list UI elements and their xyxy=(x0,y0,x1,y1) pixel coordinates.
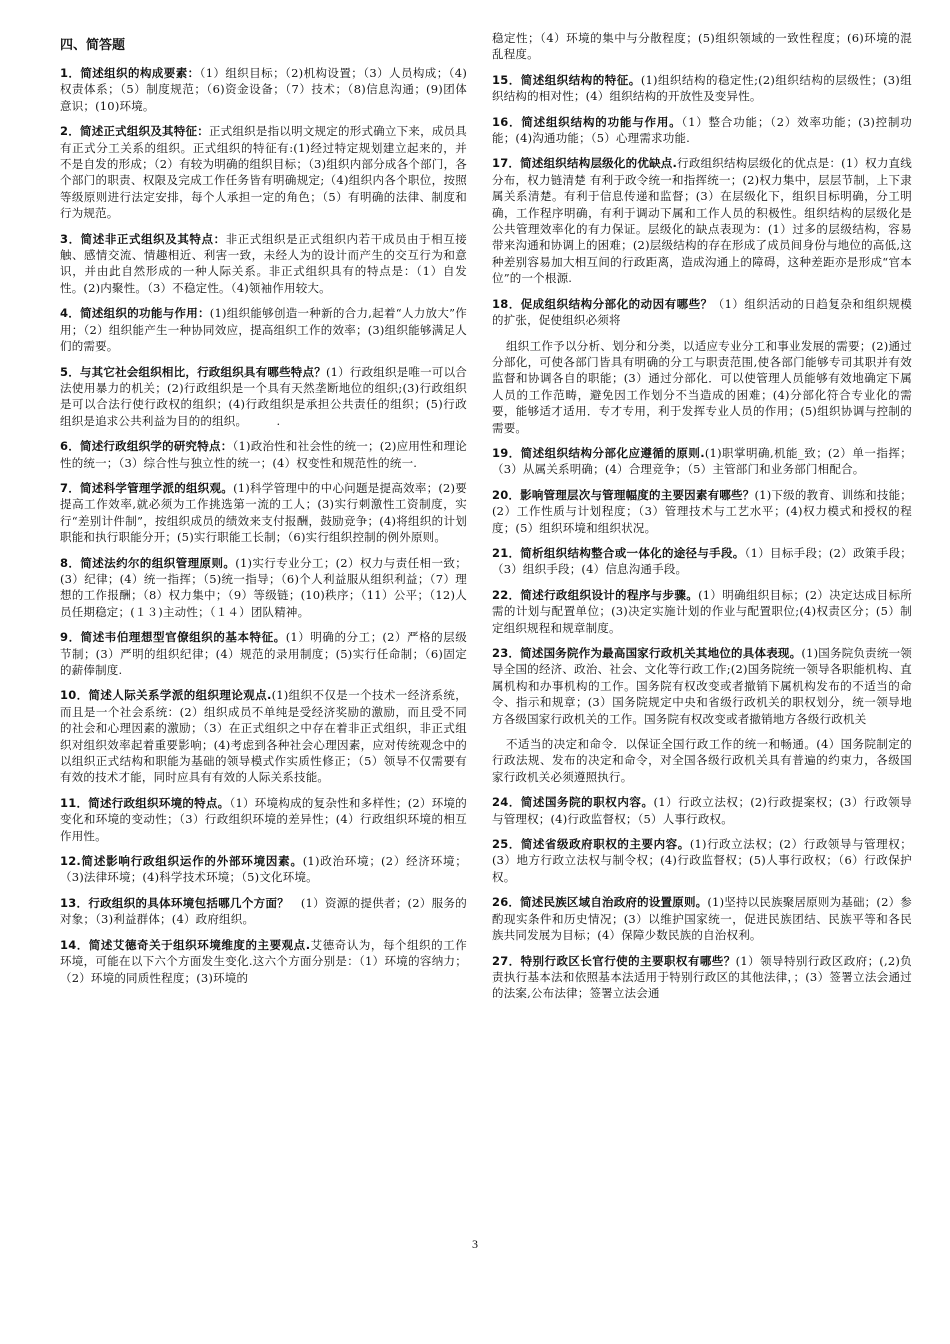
qa-item xyxy=(60,937,467,986)
qa-item xyxy=(492,736,912,785)
answer-text: 不适当的决定和命令．以保证全国行政工作的统一和畅通。(4）国务院制定的行政法规、发布的决定和命令，对全国各级行政机关具有普遍的约束力，各级国家行政机关必须遵照执行。 xyxy=(492,737,912,784)
answer-text: (1)职掌明确,机能_致；(2）单一指挥；（3）从属关系明确；(4）合理竞争；（5）主管部门和业务部门相配合。 xyxy=(492,445,912,477)
answer-text: (1)科学管理中的中心问题是提高效率；(2)要提高工作效率,就必须为工作挑选第一流的工人；(3)实行刺激性工资制度，实行“差别计件制”，按组织成员的绩效来支付报酬，鼓励竞争；(4)将组织的计划职能和执行职能分开；(5)实行职能工长制；（6)实行组织控制的例外原则。 xyxy=(60,480,467,545)
answer-text: (1）行政立法权；(2)行政提案权；(3）行政领导与管理权；(4)行政监督权；（5）人事行政权。 xyxy=(492,795,912,826)
answer-text: (1)行政立法权；(2）行政领导与管理权；(3）地方行政立法权与制令权；(4)行政监督权；(5)人事行政权；（6）行政保护权。 xyxy=(492,837,913,884)
left-column xyxy=(60,30,467,995)
question-heading: 2．简述正式组织及其特征： xyxy=(60,124,209,139)
qa-item xyxy=(60,795,467,844)
qa-item xyxy=(492,545,912,578)
answer-text: (1）领导特别行政区政府；(,2)负责执行基本法和依照基本法适用于特别行政区的其他法律，；(3）签署立法会通过的法案,公布法律；签署立法会通 xyxy=(492,953,912,1001)
qa-item xyxy=(492,338,912,436)
qa-item xyxy=(60,231,467,297)
qa-item xyxy=(60,853,467,886)
question-heading: 27．特别行政区长官行使的主要职权有哪些？ xyxy=(492,953,736,968)
qa-item xyxy=(60,123,467,221)
qa-item xyxy=(492,30,912,63)
question-heading: 1．简述组织的构成要素： xyxy=(60,66,200,80)
qa-item xyxy=(492,155,912,286)
question-heading: 26．简述民族区域自治政府的设置原则。 xyxy=(492,895,708,910)
question-heading: 13．行政组织的具体环境包括哪几个方面？ xyxy=(60,895,290,910)
qa-item xyxy=(60,305,467,354)
qa-item xyxy=(60,480,467,546)
answer-text: (1)组织不仅是一个技术一经济系统，而且是一个社会系统：(2）组织成员不单纯是受经济奖励的激励，而且受不同的社会和心理因素的激励；（3）在正式组织之中存在着非正式组织，非正式组织对组织效率起着重要影响；(4)考虑到各种社会心理因素，应对传统观念中的以组织正式结构和职能为基础的领导模式作实质性修正；（5）领导不仅需要有有效的技术才能，同时应具有有效的人际关系技能。 xyxy=(60,688,467,785)
qa-item xyxy=(492,72,912,105)
answer-text: （1）组织目标；（2)机构设置；（3）人员构成；（4)权责体系；（5）制度规范；（6)资金设备；（7）技术；（8)信息沟通；(9)团体意识；(10)环境。 xyxy=(60,66,468,113)
answer-text: (1)政治环境；(2）经济环境；（3)法律环境；(4)科学技术环境；（5)文化环境。 xyxy=(60,854,467,885)
question-heading: 16．简述组织结构的功能与作用。 xyxy=(492,114,682,129)
answer-text: （1)政治性和社会性的统一；(2)应用性和理论性的统一；（3）综合性与独立性的统一；(4）权变性和规范性的统一. xyxy=(60,439,467,470)
answer-text: （1）整合功能；（2）效率功能；(3)控制功能；(4)沟通功能；（5）心理需求功能. xyxy=(492,114,913,146)
question-heading: 14．简述艾德奇关于组织环境维度的主要观点. xyxy=(60,937,311,952)
question-heading: 12.简述影响行政组织运作的外部环境因素。 xyxy=(60,854,303,869)
question-heading: 6．简述行政组织学的研究特点： xyxy=(60,439,233,454)
question-heading: 11．简述行政组织环境的特点。 xyxy=(60,795,230,810)
section-title: 四、简答题 xyxy=(60,38,126,53)
answer-text: (1)坚持以民族聚居原则为基础；(2）参酌现实条件和历史情况；(3）以维护国家统一，促进民族团结、民族平等和各民族共同发展为目标；(4）保障少数民族的自治权利。 xyxy=(492,895,912,943)
question-heading: 9．简述韦伯理想型官僚组织的基本特征。 xyxy=(60,630,286,645)
qa-item xyxy=(60,895,467,928)
answer-text: (1）明确组织目标；(2）决定达成目标所需的计划与配置单位；(3)决定实施计划的作业与配置职位;(4)权责区分；(5）制定组织规程和规章制度。 xyxy=(492,587,913,635)
question-heading: 17．简述组织结构层级化的优缺点. xyxy=(492,156,678,171)
answer-text: 行政组织结构层级化的优点是：(1）权力直线分布，权力链清楚 有利于政令统一和指挥统一；(2)权力集中，层层节制，上下隶属关系清楚。有利于信息传递和监督；(3）在层级化下，组织目标明确，分工明确，工作程序明确，有利于调动下属和工作人员的积极性。组织结构的层级化是公共管理效率化的有力保证。层级化的缺点表现为：(1）过多的层级结构，容易带来沟通和协调上的困难；(2)层级结构的存在形成了成员间身份与地位的高低,这种差别容易加大相互间的行政距离，造成沟通上的障碍，这种差距亦是形成“官本位”的一个根源. xyxy=(492,156,912,286)
question-heading: 3．简述非正式组织及其特点： xyxy=(60,231,226,246)
answer-text: 正式组织是指以明文规定的形式确立下来，成员具有正式分工关系的组织。正式组织的特征有:(1)经过特定规划建立起来的，并不是自发的形成；（2）有较为明确的组织目标；（3)组织内部分成各个部门，各个部门的职责、权限及完成工作任务皆有明确规定;（4)组织内各个职位，按照等级原则进行法定安排，每个人承担一定的角色；（5）有明确的法律、制度和行为规范。 xyxy=(60,124,467,221)
question-heading: 21．简析组织结构整合或一体化的途径与手段。 xyxy=(492,545,745,560)
question-heading: 24．简述国务院的职权内容。 xyxy=(492,795,654,810)
qa-item xyxy=(492,114,912,147)
answer-text: (1)组织结构的稳定性;(2)组织结构的层级性；(3)组织结构的相对性；(4）组织结构的开放性及变异性。 xyxy=(492,72,913,104)
answer-text: 非正式组织是正式组织内若干成员由于相互接触、感情交流、情趣相近、利害一致，未经人为的设计而产生的交互行为和意识，并由此自然形成的一种人际关系。非正式组织具有的特点是：（1）自发性。(2)内聚性。（3）不稳定性。（4)领袖作用较大。 xyxy=(60,231,467,295)
qa-item xyxy=(492,296,912,329)
answer-text: 稳定性；（4）环境的集中与分散程度；(5)组织领域的一致性程度；(6)环境的混乱程度。 xyxy=(492,31,912,62)
right-paragraphs xyxy=(492,30,912,1002)
question-heading: 4．简述组织的功能与作用： xyxy=(60,306,210,321)
qa-item xyxy=(492,836,912,885)
answer-text: (1）行政组织是唯一可以合法使用暴力的机关；(2)行政组织是一个具有天然垄断地位的组织;(3)行政组织是可以合法行使行政权的组织；(4)行政组织是承担公共责任的组织；(5)行政组织是追求公共利益为目的的组织。 . xyxy=(60,364,467,428)
left-paragraphs xyxy=(60,65,467,986)
answer-text: （1）环境构成的复杂性和多样性；(2）环境的变化和环境的变动性；（3）行政组织环境的差异性；(4）行政组织环境的相互作用性。 xyxy=(60,795,467,843)
page-number: 3 xyxy=(472,1237,478,1251)
question-heading: 10．简述人际关系学派的组织理论观点. xyxy=(60,688,272,703)
question-heading: 23．简述国务院作为最高国家行政机关其地位的具体表现。 xyxy=(492,646,802,660)
qa-item xyxy=(492,953,912,1002)
qa-item xyxy=(60,629,467,678)
answer-text: (1）资源的提供者；(2）服务的对象；（3)利益群体；(4）政府组织。 xyxy=(60,895,467,927)
qa-item xyxy=(60,687,467,785)
answer-text: (1)下级的教育、训练和技能；(2）工作性质与计划程度；（3）管理技术与工艺水平；(4)权力模式和授权的程度；(5）组织环境和组织状况。 xyxy=(492,487,912,535)
qa-item xyxy=(492,894,912,943)
answer-text: (1)国务院负责统一领导全国的经济、政治、社会、文化等行政工作;(2)国务院统一领导各职能机构、直属机构和办事机构的工作。国务院有权改变或者撤销下属机构发布的不适当的命令、指示和规章；(3）国务院规定中央和省级行政机关的职权划分，统一领导地方各级国家行政机关的工作。国务院有权改变或者撤销地方各级行政机关 xyxy=(492,646,912,726)
qa-item xyxy=(60,555,467,621)
question-heading: 19．简述组织结构分部化应遵循的原则. xyxy=(492,445,705,460)
question-heading: 7．简述科学管理学派的组织观。 xyxy=(60,480,234,495)
answer-text: （1）目标手段；(2）政策手段；（3）组织手段；(4）信息沟通手段。 xyxy=(492,545,912,577)
answer-text: (1)实行专业分工；(2）权力与责任相一致；(3）纪律；(4）统一指挥；（5)统一指导；（6)个人利益服从组织利益；（7）理想的工作报酬；（8）权力集中；（9）等级链；(10)秩序；（11）公平；（12)人员任期稳定；(１３)主动性；（１４）团队精神。 xyxy=(60,555,467,619)
qa-item xyxy=(492,794,912,827)
question-heading: 15．简述组织结构的特征。 xyxy=(492,72,641,87)
right-column xyxy=(492,30,912,1011)
qa-item xyxy=(492,487,912,536)
answer-text: （1）组织活动的日趋复杂和组织规模的扩张，促使组织必须将 xyxy=(492,296,912,328)
answer-text: (1）明确的分工；(2）严格的层级节制；(3）严明的组织纪律；(4）规范的录用制度；(5)实行任命制；（6)固定的薪俸制度. xyxy=(60,630,467,677)
question-heading: 18．促成组织结构分部化的动因有哪些？ xyxy=(492,296,713,311)
qa-item xyxy=(60,364,467,430)
answer-text: 组织工作予以分析、划分和分类，以适应专业分工和事业发展的需要；(2)通过分部化，可使各部门皆具有明确的分工与职责范围,使各部门能够专司其职并有效监督和协调各自的职能；(3）通过分部化．可以使管理人员能够有效地确定下属人员的工作范畴，避免因工作划分不当造成的困难；(4)分部化符合专业化的需要，能够适才适用．专才专用，利于发挥专业人员的作用；(5)组织协调与控制的需要。 xyxy=(492,338,912,435)
qa-item xyxy=(492,587,912,636)
qa-item xyxy=(60,438,467,471)
question-heading: 25．简述省级政府职权的主要内容。 xyxy=(492,837,690,852)
qa-item xyxy=(60,65,467,114)
question-heading: 5．与其它社会组织相比，行政组织具有哪些特点？ xyxy=(60,364,326,379)
answer-text: 艾德奇认为，每个组织的工作环境，可能在以下六个方面发生变化.这六个方面分别是：（1）环境的容纳力；（2）环境的同质性程度；(3)环境的 xyxy=(60,937,467,985)
question-heading: 20．影响管理层次与管理幅度的主要因素有哪些？ xyxy=(492,487,755,502)
qa-item xyxy=(492,445,912,478)
question-heading: 8．简述法约尔的组织管理原则。 xyxy=(60,555,236,570)
question-heading: 22．简述行政组织设计的程序与步骤。 xyxy=(492,587,699,602)
qa-item xyxy=(492,645,912,727)
answer-text: (1)组织能够创造一种新的合力,起着“人力放大”作用；（2）组织能产生一种协同效应，提高组织工作的效率；(3)组织能够满足人们的需要。 xyxy=(60,306,468,354)
